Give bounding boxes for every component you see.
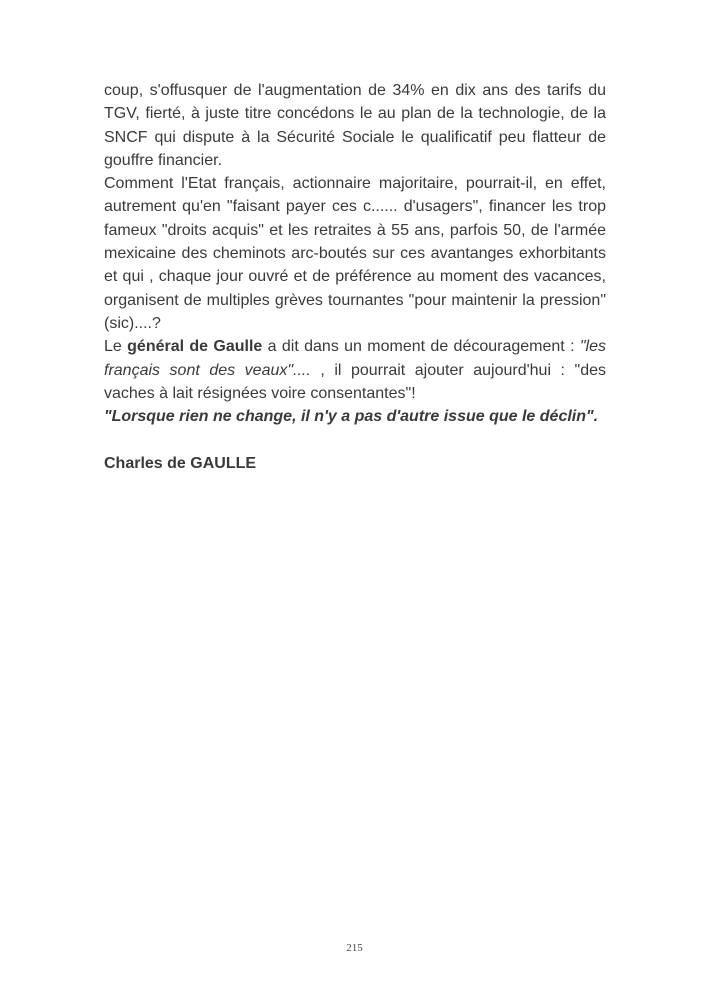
page-number: 215	[346, 942, 363, 954]
paragraph-tgv: coup, s'offusquer de l'augmentation de 34% en dix ans des tarifs du TGV, fierté, à juste titre concédons le au plan de la technologie, de la SNCF qui dispute à la Sécurité Sociale le qualificatif peu flatteur de gouffre financier.	[104, 82, 606, 169]
paragraph-etat: Comment l'Etat français, actionnaire majoritaire, pourrait-il, en effet, autrement qu'en "faisant payer ces c...... d'usagers", financer les trop fameux "droits acquis" et les retraites à 55 ans, parfois 50, de l'armée mexicaine des cheminots arc-boutés sur ces avantanges exhorbitants et qui , chaque jour ouvré et de préférence au moment des vacances, organisent de multiples grèves tournantes "pour maintenir la pression"(sic)....?	[104, 175, 606, 332]
closing-quote: "Lorsque rien ne change, il n'y a pas d'autre issue que le déclin".	[104, 408, 599, 426]
veaux-quote: "les français sont des veaux"....	[104, 338, 606, 379]
body-text	[104, 79, 606, 475]
paragraph-de-gaulle-mid: a dit dans un moment de découragement :	[262, 338, 580, 356]
paragraph-de-gaulle-end: , il pourrait ajouter aujourd'hui : "des vaches à lait résignées voire consentantes"!	[104, 361, 606, 402]
de-gaulle-name: général de Gaulle	[127, 338, 263, 356]
paragraph-de-gaulle-start: Le	[104, 338, 128, 356]
signature: Charles de GAULLE	[104, 454, 257, 472]
blank-line	[104, 428, 606, 451]
paragraph-de-gaulle	[104, 335, 606, 405]
